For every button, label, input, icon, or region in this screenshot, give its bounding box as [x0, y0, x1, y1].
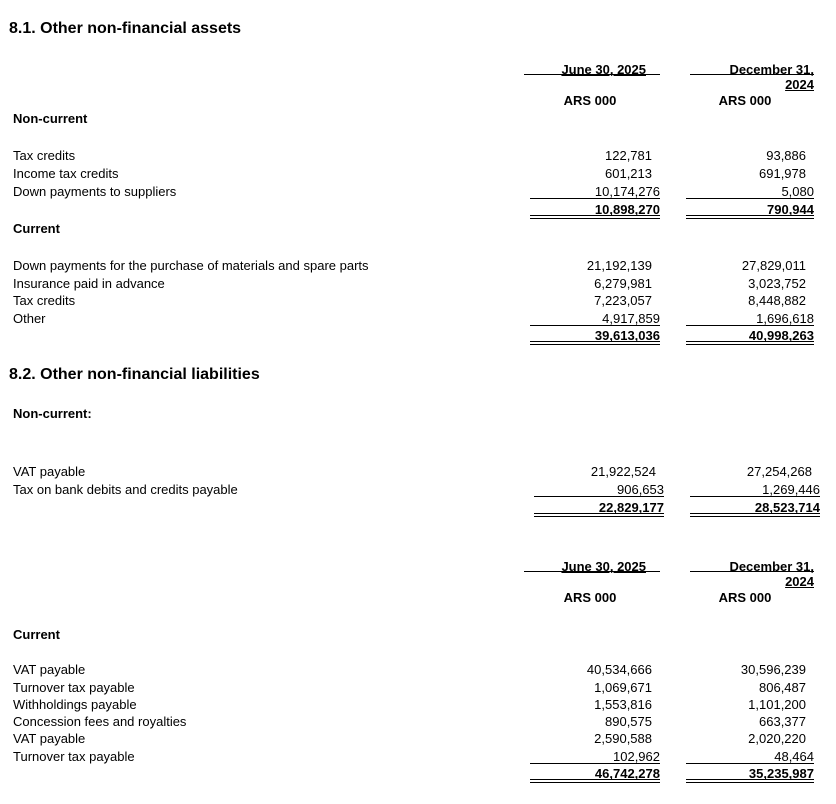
column-header-dec-line1: December 31,: [729, 62, 814, 77]
column-header-dec-line2: 2024: [785, 574, 814, 589]
row-value-col1: 122,781: [605, 148, 652, 163]
row-label: Tax credits: [13, 148, 76, 163]
subtotal-line: [686, 198, 814, 199]
subtotal-line: [530, 325, 660, 326]
row-label: Withholdings payable: [13, 697, 137, 712]
unit-label-col1: ARS 000: [563, 93, 617, 108]
column-header-dec-2024: [690, 559, 814, 589]
subsection-noncurrent: Non-current: [13, 111, 88, 126]
subtotal-line: [530, 763, 660, 764]
row-value-col2: 93,886: [766, 148, 806, 163]
row-label: VAT payable: [13, 731, 86, 746]
row-value-col2: 1,696,618: [756, 311, 814, 326]
subtotal-line: [530, 198, 660, 199]
row-label: Down payments to suppliers: [13, 184, 177, 199]
total-value-col1: 10,898,270: [594, 202, 660, 217]
subtotal-line: [686, 763, 814, 764]
row-label: VAT payable: [13, 662, 86, 677]
row-value-col2: 30,596,239: [740, 662, 806, 677]
unit-label-col2: ARS 000: [718, 590, 772, 605]
row-value-col1: 21,192,139: [586, 258, 652, 273]
total-double-line: [534, 513, 664, 517]
total-double-line: [530, 215, 660, 219]
row-label: Insurance paid in advance: [13, 276, 165, 291]
subsection-noncurrent: Non-current:: [13, 406, 92, 421]
row-value-col1: 1,553,816: [594, 697, 652, 712]
subtotal-line: [690, 496, 820, 497]
row-value-col1: 7,223,057: [594, 293, 652, 308]
total-double-line: [686, 779, 814, 783]
subtotal-line: [686, 325, 814, 326]
row-label: Tax credits: [13, 293, 76, 308]
unit-label-col1: ARS 000: [563, 590, 617, 605]
row-value-col2: 3,023,752: [748, 276, 806, 291]
column-header-dec-2024: [690, 62, 814, 92]
row-value-col1: 4,917,859: [602, 311, 660, 326]
row-value-col2: 48,464: [774, 749, 814, 764]
column-header-underline: [524, 74, 660, 75]
column-header-june-2025: June 30, 2025: [561, 559, 646, 574]
row-label: Down payments for the purchase of materials and spare parts: [13, 258, 369, 273]
row-value-col1: 1,069,671: [594, 680, 652, 695]
total-double-line: [686, 341, 814, 345]
row-value-col2: 1,101,200: [748, 697, 806, 712]
row-value-col1: 21,922,524: [590, 464, 656, 479]
row-value-col1: 890,575: [605, 714, 652, 729]
row-value-col1: 10,174,276: [594, 184, 660, 199]
total-value-col2: 40,998,263: [748, 328, 814, 343]
total-value-col1: 39,613,036: [594, 328, 660, 343]
column-header-underline: [690, 74, 814, 75]
subtotal-line: [534, 496, 664, 497]
row-value-col2: 27,254,268: [746, 464, 812, 479]
column-header-dec-line1: December 31,: [729, 559, 814, 574]
row-value-col1: 102,962: [613, 749, 660, 764]
row-value-col2: 8,448,882: [748, 293, 806, 308]
section-title-liabilities: 8.2. Other non-financial liabilities: [9, 366, 260, 383]
row-value-col2: 27,829,011: [741, 258, 806, 273]
total-value-col1: 46,742,278: [594, 766, 660, 781]
row-label: Turnover tax payable: [13, 680, 135, 695]
row-value-col2: 806,487: [759, 680, 806, 695]
row-value-col2: 5,080: [781, 184, 814, 199]
row-label: Other: [13, 311, 46, 326]
section-title-assets: 8.1. Other non-financial assets: [9, 20, 242, 37]
row-label: Concession fees and royalties: [13, 714, 187, 729]
row-value-col2: 691,978: [759, 166, 806, 181]
total-value-col2: 28,523,714: [754, 500, 820, 515]
row-value-col1: 2,590,588: [594, 731, 652, 746]
row-value-col2: 1,269,446: [762, 482, 820, 497]
total-value-col2: 790,944: [767, 202, 814, 217]
total-double-line: [686, 215, 814, 219]
column-header-june-2025: June 30, 2025: [561, 62, 646, 77]
total-double-line: [690, 513, 820, 517]
subsection-current: Current: [13, 627, 60, 642]
unit-label-col2: ARS 000: [718, 93, 772, 108]
column-header-underline: [690, 571, 814, 572]
row-label: Turnover tax payable: [13, 749, 135, 764]
row-label: Income tax credits: [13, 166, 119, 181]
row-value-col2: 663,377: [759, 714, 806, 729]
row-label: Tax on bank debits and credits payable: [13, 482, 238, 497]
total-value-col2: 35,235,987: [748, 766, 814, 781]
row-label: VAT payable: [13, 464, 86, 479]
total-double-line: [530, 341, 660, 345]
row-value-col2: 2,020,220: [748, 731, 806, 746]
total-double-line: [530, 779, 660, 783]
column-header-dec-line2: 2024: [785, 77, 814, 92]
column-header-underline: [524, 571, 660, 572]
row-value-col1: 40,534,666: [586, 662, 652, 677]
row-value-col1: 6,279,981: [594, 276, 652, 291]
total-value-col1: 22,829,177: [598, 500, 664, 515]
subsection-current: Current: [13, 221, 60, 236]
row-value-col1: 601,213: [605, 166, 652, 181]
row-value-col1: 906,653: [617, 482, 664, 497]
